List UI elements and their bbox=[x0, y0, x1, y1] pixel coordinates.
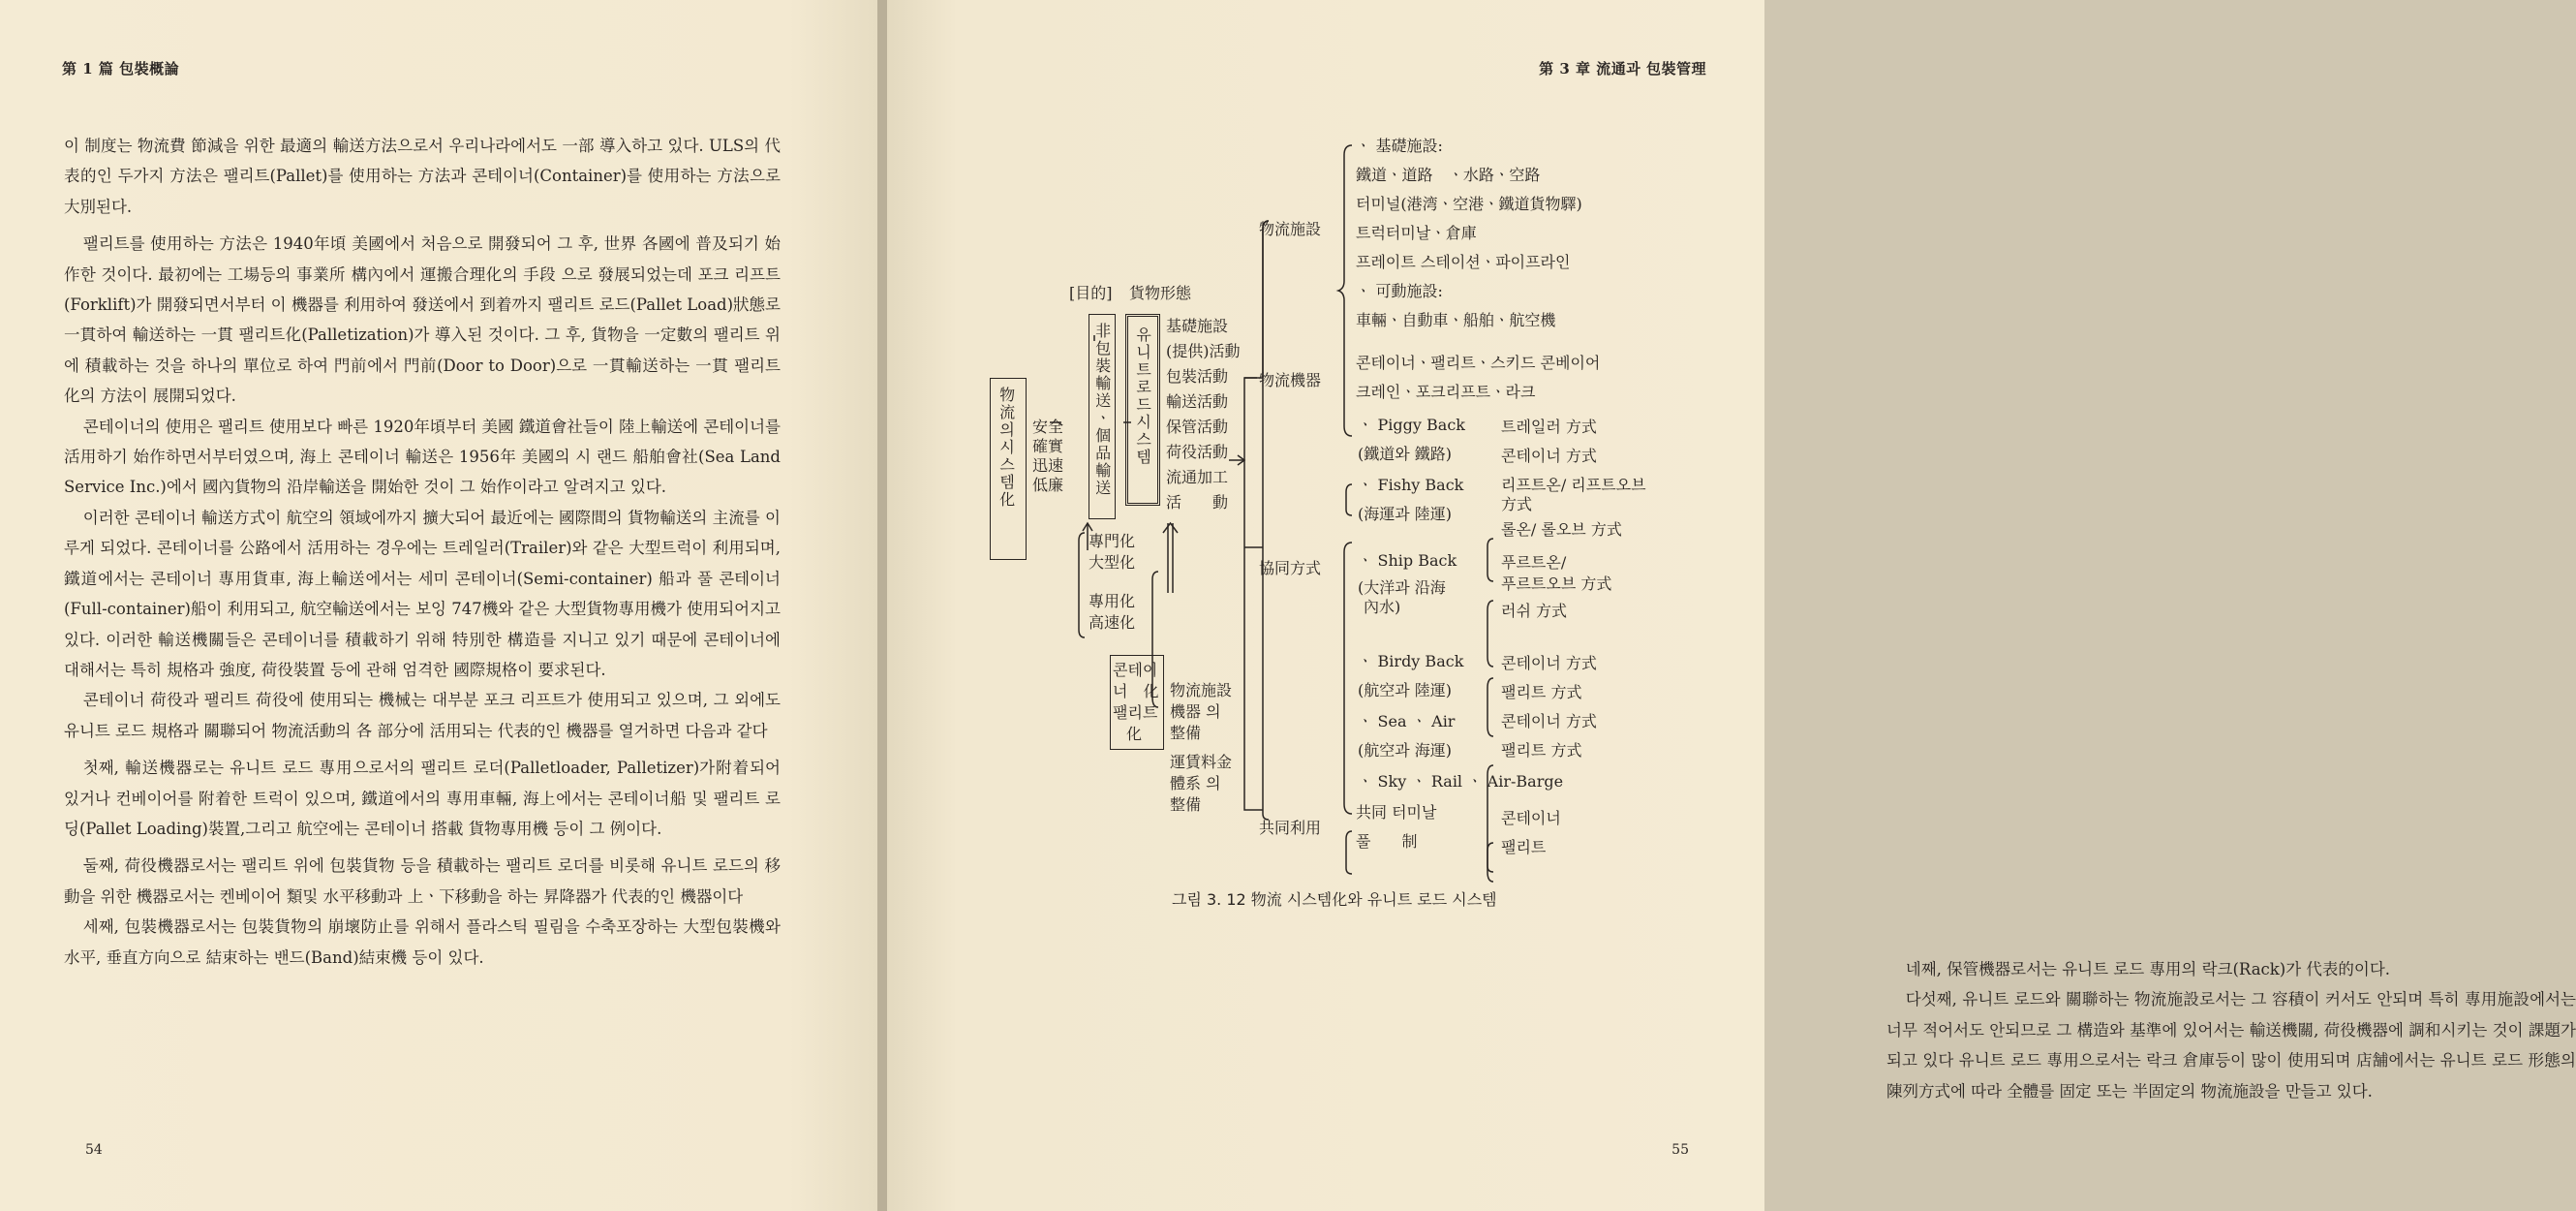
coop-method-way: 트레일러 方式 bbox=[1501, 418, 1597, 436]
paragraph: 팰리트를 使用하는 方法은 1940年頃 美國에서 처음으로 開發되어 그 후, 世界 各國에 普及되기 始作한 것이다. 最初에는 工場등의 事業所 構內에서 運搬合理化의 手段 으로 發展되었는데 포크 리프트(Forklift)가 開發되면서부터 이 機器를 利用하여 發送에서 到着까지 팰리트 로드(Pallet Load)狀態로 一貫하여 輸送하는 一貫 팰리트化(Palletization)가 導入된 것이다. 그 후, 貨物을 一定數의 팰리트 위에 積載하는 것을 하나의 單位로 하여 門前에서 門前(Door to Door)으로 一貫輸送하는 一貫 팰리트化의 方法이 展開되었다. bbox=[64, 234, 781, 406]
development-item: 體系 의 bbox=[1170, 774, 1221, 792]
box-logistics-systemization: 物流의시스템化 bbox=[990, 378, 1027, 560]
coop-method-sub: (海運과 陸運) bbox=[1358, 505, 1453, 523]
activity-item: 活 動 bbox=[1166, 493, 1229, 512]
development-item: 運賃料金 bbox=[1170, 753, 1233, 771]
page-number-right: 55 bbox=[1671, 1142, 1689, 1158]
coop-method-way: 콘테이너 方式 bbox=[1501, 712, 1597, 730]
paragraph: 세째, 包裝機器로서는 包裝貨物의 崩壞防止를 위해서 플라스틱 필림을 수축포장하는 大型包裝機와 水平, 垂直方向으로 結束하는 밴드(Band)結束機 등이 있다. bbox=[64, 917, 781, 967]
shared-way: 콘테이너 bbox=[1501, 809, 1561, 827]
purpose-item: 迅速 bbox=[1032, 456, 1064, 475]
activity-item: 流通加工 bbox=[1166, 468, 1229, 486]
paragraph: 둘째, 荷役機器로서는 팰리트 위에 包裝貨物 등을 積載하는 팰리트 로더를 비롯해 유니트 로드의 移動을 위한 機器로서는 켄베이어 類및 水平移動과 上ㆍ下移動을 하는 昇降器가 代表的인 機器이다 bbox=[64, 856, 781, 906]
coop-method-way: 푸르트온/ bbox=[1501, 553, 1567, 572]
coop-method-way: 리프트온/ 리프트오브 bbox=[1501, 476, 1646, 494]
coop-method-name: ㆍ Ship Back bbox=[1358, 551, 1457, 570]
facility-item: 터미널(港湾ㆍ空港ㆍ鐵道貨物驛) bbox=[1356, 195, 1582, 213]
paragraph: 콘테이너 荷役과 팰리트 荷役에 使用되는 機械는 대부분 포크 리프트가 使用되고 있으며, 그 외에도 유니트 로드 規格과 關聯되어 物流活動의 各 部分에 活用되는 代表的인 機器를 열거하면 다음과 같다 bbox=[64, 691, 781, 740]
paragraph: 다섯째, 유니트 로드와 關聯하는 物流施設로서는 그 容積이 커서도 안되며 특히 專用施設에서는 너무 적어서도 안되므로 그 構造와 基準에 있어서는 輸送機關, 荷役機器에 調和시키는 것이 課題가 되고 있다 유니트 로드 專用으로서는 락크 倉庫등이 많이 使用되며 店舗에서는 유니트 로드 形態의 陳列方式에 따라 全體를 固定 또는 半固定의 物流施設을 만들고 있다. bbox=[1886, 990, 2576, 1101]
left-body-text bbox=[64, 131, 781, 973]
development-item: 機器 의 bbox=[1170, 702, 1221, 721]
running-head-left: 第 1 篇 包裝概論 bbox=[62, 60, 180, 78]
coop-method-sky-rail: ㆍ Sky ㆍ Rail ㆍ Air-Barge bbox=[1358, 772, 1564, 791]
facility-item: 鐵道ㆍ道路 ㆍ水路ㆍ空路 bbox=[1356, 166, 1541, 184]
coop-method-sub: (鐵道와 鐵路) bbox=[1358, 445, 1453, 463]
development-item: 整備 bbox=[1170, 724, 1202, 742]
coop-method-way: 方式 bbox=[1501, 495, 1533, 513]
development-item: 物流施設 bbox=[1170, 681, 1233, 699]
activity-item: 荷役活動 bbox=[1166, 443, 1229, 461]
category-shared: 共同利用 bbox=[1259, 819, 1322, 837]
left-page bbox=[0, 0, 877, 1211]
facility-item: 프레이트 스테이션ㆍ파이프라인 bbox=[1356, 253, 1571, 271]
activity-item: (提供)活動 bbox=[1166, 342, 1241, 360]
coop-method-way: 콘테이너 方式 bbox=[1501, 447, 1597, 465]
specialization-item: 高速化 bbox=[1089, 613, 1136, 632]
facility-item: 車輛ㆍ自動車ㆍ船舶ㆍ航空機 bbox=[1356, 311, 1556, 329]
figure-header-cargo: 貨物形態 bbox=[1129, 284, 1192, 302]
facility-item: ㆍ 可動施設: bbox=[1356, 282, 1443, 300]
right-body-text bbox=[1886, 954, 2576, 1106]
coop-method-sub: 內水) bbox=[1364, 598, 1401, 616]
shared-way: 팰리트 bbox=[1501, 838, 1547, 856]
activity-item: 包裝活動 bbox=[1166, 367, 1229, 386]
equipment-item: 콘테이너ㆍ팰리트ㆍ스키드 콘베이어 bbox=[1356, 354, 1601, 372]
book-gutter bbox=[877, 0, 887, 1211]
coop-method-sub: (航空과 海運) bbox=[1358, 741, 1453, 760]
coop-method-name: ㆍ Birdy Back bbox=[1358, 652, 1464, 670]
purpose-item: 安全 bbox=[1032, 418, 1064, 436]
paragraph: 네째, 保管機器로서는 유니트 로드 專用의 락크(Rack)가 代表的이다. bbox=[1905, 960, 2391, 978]
specialization-item: 大型化 bbox=[1089, 553, 1136, 572]
paragraph: 콘테이너의 使用은 팰리트 使用보다 빠른 1920年頃부터 美國 鐵道會社들이 陸上輸送에 콘테이너를 活用하기 始作하면서부터였으며, 海上 콘테이너 輸送은 1956年 美國의 시 랜드 船舶會社(Sea Land Service Inc.)에서 國內貨物의 沿岸輸送을 開始한 것이 그 始作이라고 알려지고 있다. bbox=[64, 417, 781, 497]
shared-item: 풀 制 bbox=[1356, 832, 1418, 851]
category-cooperation: 協同方式 bbox=[1259, 559, 1322, 577]
category-equipment: 物流機器 bbox=[1259, 371, 1322, 389]
coop-method-way: 팰리트 方式 bbox=[1501, 741, 1582, 760]
box-non-packaged-transport: 非包裝輸送ㆍ個品輸送 bbox=[1089, 314, 1116, 519]
specialization-item: 專門化 bbox=[1089, 532, 1136, 550]
coop-method-way: 러쉬 方式 bbox=[1501, 602, 1567, 620]
activity-item: 基礎施設 bbox=[1166, 317, 1229, 335]
coop-method-name: ㆍ Sea ㆍ Air bbox=[1358, 712, 1456, 730]
box-unit-load-system: 유니트로드시스템 bbox=[1125, 314, 1160, 506]
running-head-right: 第 3 章 流通과 包裝管理 bbox=[1539, 60, 1706, 78]
figure-header-purpose: [目的] bbox=[1069, 284, 1113, 302]
coop-method-way: 콘테이너 方式 bbox=[1501, 654, 1597, 672]
shared-item: 共同 터미날 bbox=[1356, 803, 1437, 822]
coop-method-way: 팰리트 方式 bbox=[1501, 683, 1582, 701]
coop-method-name: ㆍ Fishy Back bbox=[1358, 476, 1464, 494]
equipment-item: 크레인ㆍ포크리프트ㆍ라크 bbox=[1356, 383, 1536, 401]
facility-item: ㆍ 基礎施設: bbox=[1356, 137, 1443, 155]
figure-caption: 그림 3. 12 物流 시스템化와 유니트 로드 시스템 bbox=[1172, 890, 1497, 909]
purpose-item: 低廉 bbox=[1032, 476, 1064, 494]
page-number-left: 54 bbox=[85, 1142, 103, 1158]
activity-item: 輸送活動 bbox=[1166, 392, 1229, 411]
development-item: 整備 bbox=[1170, 795, 1202, 814]
figure-logistics-system bbox=[978, 136, 1714, 872]
coop-method-way: 푸르트오브 方式 bbox=[1501, 574, 1612, 593]
specialization-item: 專用化 bbox=[1089, 592, 1136, 610]
coop-method-way: 롤온/ 롤오브 方式 bbox=[1501, 520, 1622, 539]
paragraph: 이러한 콘테이너 輸送方式이 航空의 領域에까지 擴大되어 最近에는 國際間의 貨物輸送의 主流를 이루게 되었다. 콘테이너를 公路에서 活用하는 경우에는 트레일러(Trailer)와 같은 大型트럭이 利用되며, 鐵道에서는 콘테이너 專用貨車, 海上輸送에서는 세미 콘테이너(Semi-container) 船과 풀 콘테이너(Full-container)船이 利用되고, 航空輸送에서는 보잉 747機와 같은 大型貨物專用機가 使用되어지고 있다. 이러한 輸送機關들은 콘테이너를 積載하기 위해 特別한 構造를 지니고 있기 때문에 콘테이너에 대해서는 특히 規格과 強度, 荷役裝置 등에 관해 엄격한 國際規格이 要求된다. bbox=[64, 508, 781, 679]
paragraph: 첫째, 輸送機器로는 유니트 로드 專用으로서의 팰리트 로더(Palletloader, Palletizer)가附着되어 있거나 컨베이어를 附着한 트럭이 있으며, 鐵道에서의 專用車輛, 海上에서는 콘테이너船 및 팰리트 로딩(Pallet Loading)裝置,그리고 航空에는 콘테이너 搭載 貨物專用機 등이 그 例이다. bbox=[64, 759, 781, 838]
coop-method-name: ㆍ Piggy Back bbox=[1358, 416, 1465, 434]
category-facilities: 物流施設 bbox=[1259, 220, 1322, 238]
activity-item: 保管活動 bbox=[1166, 418, 1229, 436]
paragraph: 이 制度는 物流費 節減을 위한 最適의 輸送方法으로서 우리나라에서도 一部 導入하고 있다. ULS의 代表的인 두가지 方法은 팰리트(Pallet)를 使用하는 方法과 콘테이너(Container)를 使用하는 方法으로 大別된다. bbox=[64, 137, 781, 216]
purpose-item: 確實 bbox=[1032, 437, 1064, 455]
coop-method-sub: (航空과 陸運) bbox=[1358, 681, 1453, 699]
coop-method-sub: (大洋과 沿海 bbox=[1358, 578, 1446, 597]
box-containerization: 콘테이 너 化 팰리트 化 bbox=[1110, 655, 1164, 750]
facility-item: 트럭터미날ㆍ倉庫 bbox=[1356, 224, 1477, 242]
